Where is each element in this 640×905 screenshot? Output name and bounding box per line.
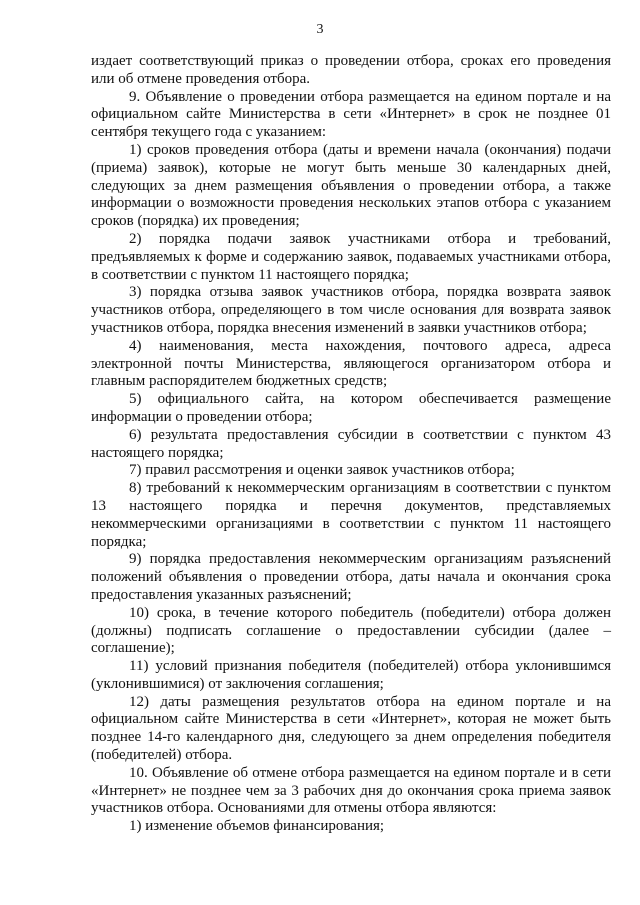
paragraph-continuation: издает соответствующий приказ о проведении отбора, сроках его проведения или об отмене проведения отбора. <box>91 53 611 87</box>
paragraph-item-8: 8) требований к некоммерческим организациям в соответствии с пунктом 13 настоящего порядка и перечня документов, представляемых некоммерческими организациями в соответствии с пунктом 11 настоящего порядка; <box>91 480 611 550</box>
paragraph-item-7: 7) правил рассмотрения и оценки заявок участников отбора; <box>129 462 515 479</box>
paragraph-item-6: 6) результата предоставления субсидии в соответствии с пунктом 43 настоящего порядка; <box>91 426 611 461</box>
paragraph-item-9: 9) порядка предоставления некоммерческим организациям разъяснений положений объявления о проведении отбора, даты начала и окончания срока предоставления указанных разъяснений; <box>91 551 611 603</box>
paragraph-item-3: 3) порядка отзыва заявок участников отбора, порядка возврата заявок участников отбора, определяющего в том числе основания для возврата заявок участников отбора, порядка внесения изменений в заявки участников отбора; <box>91 284 611 336</box>
paragraph-item-1: 1) сроков проведения отбора (даты и времени начала (окончания) подачи (приема) заявок), которые не могут быть меньше 30 календарных дней, следующих за днем размещения объявления о проведении отбора, а также информации о возможности проведения нескольких этапов отбора с указанием сроков (порядка) их проведения; <box>91 141 611 230</box>
paragraph-item-4: 4) наименования, места нахождения, почтового адреса, адреса электронной почты Министерства, являющегося организатором отбора и главным распорядителем бюджетных средств; <box>91 337 611 390</box>
paragraph-item-11: 11) условий признания победителя (победителей) отбора уклонившимся (уклонившимися) от заключения соглашения; <box>91 658 611 692</box>
paragraph-item-12: 12) даты размещения результатов отбора на едином портале и на официальном сайте Министерства в сети «Интернет», которая не может быть позднее 14-го календарного дня, следующего за днем определения победителя (победителей) отбора. <box>91 693 611 764</box>
page-number: 3 <box>316 22 324 37</box>
paragraph-item-2: 2) порядка подачи заявок участниками отбора и требований, предъявляемых к форме и содержанию заявок, подаваемых участниками отбора, в соответствии с пунктом 11 настоящего порядка; <box>91 230 611 283</box>
paragraph-item-10: 10) срока, в течение которого победитель (победители) отбора должен (должны) подписать соглашение о предоставлении субсидии (далее – соглашение); <box>91 604 611 657</box>
paragraph-clause-9: 9. Объявление о проведении отбора размещается на едином портале и на официальном сайте Министерства в сети «Интернет» в срок не позднее 01 сентября текущего года с указанием: <box>91 88 611 141</box>
paragraph-item-5: 5) официального сайта, на котором обеспечивается размещение информации о проведении отбора; <box>91 391 611 425</box>
paragraph-reason-1: 1) изменение объемов финансирования; <box>129 818 385 835</box>
document-body <box>91 53 611 836</box>
paragraph-clause-10: 10. Объявление об отмене отбора размещается на едином портале и в сети «Интернет» не позднее чем за 3 рабочих дня до окончания срока приема заявок участников отбора. Основаниями для отмены отбора являются: <box>91 764 611 817</box>
